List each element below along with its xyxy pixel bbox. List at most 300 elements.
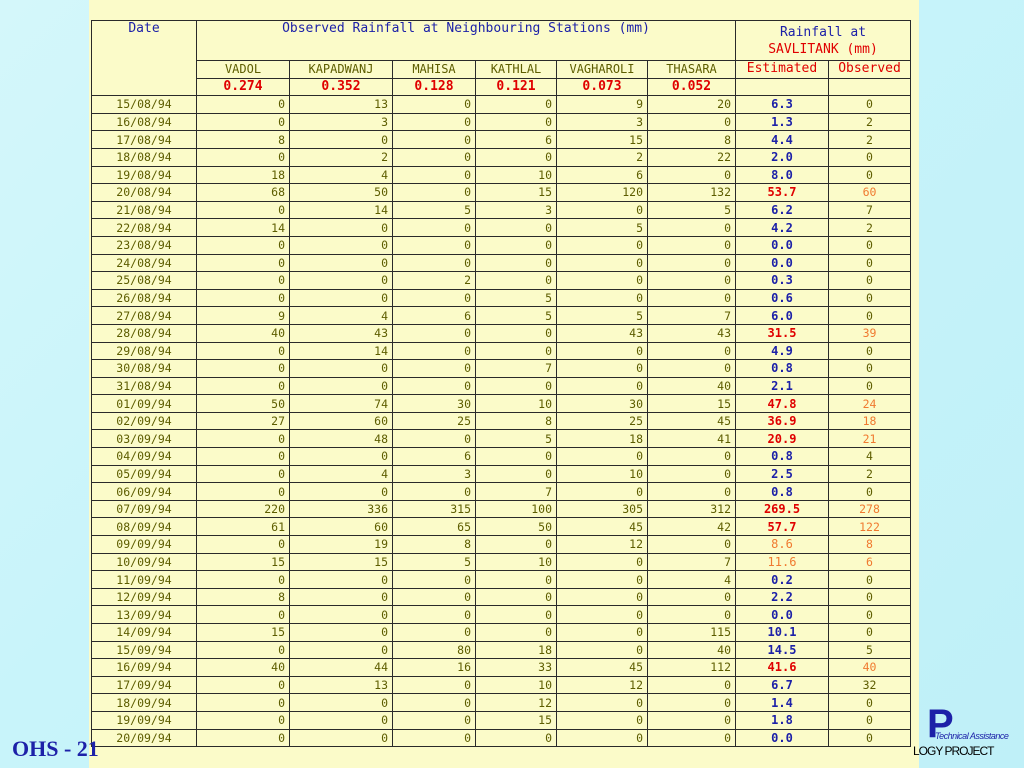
station-value: 43 (290, 324, 393, 342)
station-value: 0 (557, 624, 648, 642)
station-value: 115 (648, 624, 736, 642)
station-value: 0 (557, 448, 648, 466)
row-date: 27/08/94 (92, 307, 197, 325)
estimated-value: 36.9 (736, 412, 829, 430)
station-value: 6 (393, 307, 476, 325)
station-value: 0 (197, 377, 290, 395)
table-row (92, 659, 911, 677)
observed-value: 122 (829, 518, 911, 536)
station-value: 0 (393, 219, 476, 237)
table-row (92, 342, 911, 360)
row-date: 17/08/94 (92, 131, 197, 149)
station-value: 6 (393, 448, 476, 466)
station-value: 0 (393, 360, 476, 378)
observed-value: 18 (829, 412, 911, 430)
station-value: 0 (393, 96, 476, 114)
station-value: 27 (197, 412, 290, 430)
table-row (92, 588, 911, 606)
row-date: 19/09/94 (92, 711, 197, 729)
station-value: 0 (197, 536, 290, 554)
rainfall-rows (92, 96, 911, 747)
station-value: 0 (393, 483, 476, 501)
station-value: 15 (476, 711, 557, 729)
estimated-value: 10.1 (736, 624, 829, 642)
station-value: 0 (197, 254, 290, 272)
station-value: 7 (476, 483, 557, 501)
estimated-value: 1.4 (736, 694, 829, 712)
station-value: 42 (648, 518, 736, 536)
station-value: 0 (476, 448, 557, 466)
station-value: 15 (476, 184, 557, 202)
station-value: 336 (290, 500, 393, 518)
logo-tagline: Technical Assistance (935, 731, 1009, 741)
table-row (92, 166, 911, 184)
station-value: 0 (648, 236, 736, 254)
station-value: 6 (476, 131, 557, 149)
station-value: 80 (393, 641, 476, 659)
table-row (92, 377, 911, 395)
date-header: Date (92, 21, 197, 96)
station-value: 0 (197, 606, 290, 624)
table-row (92, 96, 911, 114)
station-value: 30 (557, 395, 648, 413)
station-value: 0 (393, 606, 476, 624)
station-value: 5 (476, 289, 557, 307)
rainfall-sheet (89, 0, 919, 768)
row-date: 11/09/94 (92, 571, 197, 589)
station-value: 0 (648, 342, 736, 360)
station-value: 5 (648, 201, 736, 219)
observed-value: 60 (829, 184, 911, 202)
station-value: 12 (557, 536, 648, 554)
station-value: 0 (476, 342, 557, 360)
estimated-value: 0.6 (736, 289, 829, 307)
station-value: 0 (197, 571, 290, 589)
station-value: 0 (197, 113, 290, 131)
station-value: 0 (197, 676, 290, 694)
station-weight: 0.128 (393, 78, 476, 96)
station-value: 0 (648, 166, 736, 184)
station-value: 315 (393, 500, 476, 518)
observed-value: 0 (829, 342, 911, 360)
estimated-value: 6.0 (736, 307, 829, 325)
station-value: 0 (648, 606, 736, 624)
station-value: 13 (290, 676, 393, 694)
observed-value: 39 (829, 324, 911, 342)
table-row (92, 448, 911, 466)
station-value: 5 (557, 307, 648, 325)
observed-value: 2 (829, 131, 911, 149)
estimated-value: 0.8 (736, 360, 829, 378)
station-value: 0 (290, 377, 393, 395)
station-value: 0 (393, 254, 476, 272)
estimated-value: 57.7 (736, 518, 829, 536)
station-value: 4 (290, 465, 393, 483)
row-date: 16/09/94 (92, 659, 197, 677)
station-value: 0 (648, 219, 736, 237)
station-value: 0 (557, 254, 648, 272)
station-value: 0 (197, 430, 290, 448)
table-row (92, 465, 911, 483)
station-value: 0 (393, 324, 476, 342)
station-value: 0 (557, 342, 648, 360)
station-value: 0 (290, 131, 393, 149)
estimated-value: 4.4 (736, 131, 829, 149)
station-value: 10 (476, 395, 557, 413)
station-value: 13 (290, 96, 393, 114)
observed-value: 21 (829, 430, 911, 448)
station-value: 0 (648, 465, 736, 483)
station-value: 0 (393, 148, 476, 166)
station-header: KATHLAL (476, 61, 557, 79)
observed-value: 0 (829, 307, 911, 325)
station-value: 0 (476, 729, 557, 747)
station-value: 5 (476, 307, 557, 325)
row-date: 02/09/94 (92, 412, 197, 430)
station-value: 0 (393, 289, 476, 307)
station-value: 5 (393, 201, 476, 219)
estimated-value: 0.3 (736, 272, 829, 290)
station-value: 7 (648, 553, 736, 571)
station-value: 12 (557, 676, 648, 694)
estimated-value: 8.6 (736, 536, 829, 554)
station-value: 0 (648, 676, 736, 694)
station-value: 0 (290, 289, 393, 307)
observed-value: 32 (829, 676, 911, 694)
station-value: 0 (476, 236, 557, 254)
estimated-value: 11.6 (736, 553, 829, 571)
observed-target-header: Observed (829, 61, 911, 79)
observed-value: 0 (829, 571, 911, 589)
station-value: 0 (197, 694, 290, 712)
estimated-value: 0.8 (736, 483, 829, 501)
station-value: 0 (393, 377, 476, 395)
station-value: 40 (197, 659, 290, 677)
row-date: 14/09/94 (92, 624, 197, 642)
station-value: 0 (197, 711, 290, 729)
station-value: 0 (648, 729, 736, 747)
observed-value: 0 (829, 588, 911, 606)
station-value: 10 (476, 553, 557, 571)
station-value: 0 (290, 254, 393, 272)
observed-header: Observed Rainfall at Neighbouring Stations (mm) (197, 21, 736, 61)
table-row (92, 624, 911, 642)
station-value: 0 (197, 641, 290, 659)
station-weight: 0.052 (648, 78, 736, 96)
station-value: 0 (557, 483, 648, 501)
table-row (92, 219, 911, 237)
station-value: 0 (290, 360, 393, 378)
station-value: 15 (290, 553, 393, 571)
station-value: 0 (393, 113, 476, 131)
estimated-value: 2.0 (736, 148, 829, 166)
estimated-value: 1.3 (736, 113, 829, 131)
station-value: 305 (557, 500, 648, 518)
station-value: 312 (648, 500, 736, 518)
estimated-value: 0.8 (736, 448, 829, 466)
station-value: 16 (393, 659, 476, 677)
table-row (92, 131, 911, 149)
estimated-value: 0.2 (736, 571, 829, 589)
station-value: 50 (290, 184, 393, 202)
row-date: 06/09/94 (92, 483, 197, 501)
observed-value: 0 (829, 96, 911, 114)
station-value: 61 (197, 518, 290, 536)
station-value: 15 (648, 395, 736, 413)
station-value: 0 (557, 571, 648, 589)
table-row (92, 641, 911, 659)
station-value: 15 (557, 131, 648, 149)
observed-value: 24 (829, 395, 911, 413)
station-value: 0 (290, 694, 393, 712)
station-value: 0 (393, 430, 476, 448)
weight-empty-estimated (736, 78, 829, 96)
station-value: 43 (557, 324, 648, 342)
station-value: 0 (476, 571, 557, 589)
estimated-value: 14.5 (736, 641, 829, 659)
station-header: KAPADWANJ (290, 61, 393, 79)
observed-value: 0 (829, 289, 911, 307)
observed-value: 0 (829, 166, 911, 184)
station-value: 0 (476, 606, 557, 624)
station-value: 0 (648, 694, 736, 712)
table-row (92, 536, 911, 554)
table-row (92, 184, 911, 202)
station-value: 43 (648, 324, 736, 342)
rainfall-table (91, 20, 911, 747)
station-weight: 0.121 (476, 78, 557, 96)
station-value: 0 (648, 448, 736, 466)
estimated-value: 0.0 (736, 236, 829, 254)
station-value: 0 (393, 729, 476, 747)
station-header: MAHISA (393, 61, 476, 79)
table-row (92, 553, 911, 571)
station-value: 25 (393, 412, 476, 430)
station-value: 0 (557, 272, 648, 290)
station-value: 22 (648, 148, 736, 166)
station-value: 0 (557, 553, 648, 571)
row-date: 24/08/94 (92, 254, 197, 272)
estimated-value: 6.3 (736, 96, 829, 114)
logo-mark: P (927, 702, 954, 746)
station-weight: 0.352 (290, 78, 393, 96)
station-value: 40 (648, 377, 736, 395)
station-value: 0 (393, 676, 476, 694)
station-value: 8 (476, 412, 557, 430)
estimated-value: 31.5 (736, 324, 829, 342)
weight-row (92, 78, 911, 96)
estimated-header: Estimated (736, 61, 829, 79)
observed-value: 2 (829, 465, 911, 483)
estimated-value: 4.9 (736, 342, 829, 360)
station-value: 10 (476, 166, 557, 184)
station-value: 8 (197, 588, 290, 606)
station-header: THASARA (648, 61, 736, 79)
station-value: 0 (393, 166, 476, 184)
station-value: 0 (290, 606, 393, 624)
station-value: 0 (290, 588, 393, 606)
observed-value: 0 (829, 360, 911, 378)
observed-value: 278 (829, 500, 911, 518)
estimated-value: 0.0 (736, 606, 829, 624)
estimated-value: 47.8 (736, 395, 829, 413)
station-value: 10 (557, 465, 648, 483)
station-value: 0 (648, 254, 736, 272)
station-value: 0 (557, 729, 648, 747)
observed-value: 0 (829, 377, 911, 395)
station-value: 0 (557, 377, 648, 395)
station-value: 48 (290, 430, 393, 448)
observed-value: 6 (829, 553, 911, 571)
observed-value: 0 (829, 254, 911, 272)
row-date: 31/08/94 (92, 377, 197, 395)
station-value: 0 (197, 483, 290, 501)
station-value: 0 (393, 236, 476, 254)
table-row (92, 113, 911, 131)
observed-value: 0 (829, 624, 911, 642)
station-value: 4 (648, 571, 736, 589)
station-value: 0 (476, 465, 557, 483)
station-value: 0 (476, 148, 557, 166)
table-row (92, 236, 911, 254)
station-value: 0 (290, 711, 393, 729)
station-value: 0 (290, 219, 393, 237)
station-value: 0 (557, 694, 648, 712)
station-value: 15 (197, 553, 290, 571)
estimated-value: 4.2 (736, 219, 829, 237)
row-date: 30/08/94 (92, 360, 197, 378)
station-value: 3 (557, 113, 648, 131)
station-value: 18 (197, 166, 290, 184)
station-value: 0 (197, 729, 290, 747)
observed-value: 40 (829, 659, 911, 677)
station-value: 0 (557, 236, 648, 254)
station-value: 0 (476, 588, 557, 606)
station-value: 5 (557, 219, 648, 237)
station-value: 4 (290, 166, 393, 184)
station-value: 0 (197, 465, 290, 483)
station-value: 60 (290, 412, 393, 430)
table-row (92, 360, 911, 378)
station-weight: 0.073 (557, 78, 648, 96)
row-date: 10/09/94 (92, 553, 197, 571)
station-value: 0 (290, 571, 393, 589)
row-date: 28/08/94 (92, 324, 197, 342)
station-value: 7 (476, 360, 557, 378)
estimated-value: 0.0 (736, 254, 829, 272)
station-value: 18 (476, 641, 557, 659)
station-value: 112 (648, 659, 736, 677)
estimated-value: 20.9 (736, 430, 829, 448)
station-weight: 0.274 (197, 78, 290, 96)
table-row (92, 711, 911, 729)
station-row (92, 61, 911, 79)
row-date: 04/09/94 (92, 448, 197, 466)
station-value: 0 (393, 342, 476, 360)
station-value: 3 (290, 113, 393, 131)
observed-value: 0 (829, 483, 911, 501)
station-value: 50 (476, 518, 557, 536)
observed-value: 2 (829, 113, 911, 131)
station-value: 100 (476, 500, 557, 518)
station-value: 40 (648, 641, 736, 659)
table-row (92, 324, 911, 342)
table-row (92, 500, 911, 518)
station-value: 6 (557, 166, 648, 184)
table-row (92, 201, 911, 219)
station-value: 0 (393, 711, 476, 729)
logo-project-text: LOGY PROJECT (913, 744, 994, 758)
table-row (92, 518, 911, 536)
station-value: 0 (197, 342, 290, 360)
station-value: 0 (648, 711, 736, 729)
estimated-value: 6.2 (736, 201, 829, 219)
estimated-value: 6.7 (736, 676, 829, 694)
row-date: 19/08/94 (92, 166, 197, 184)
station-value: 0 (648, 289, 736, 307)
row-date: 15/08/94 (92, 96, 197, 114)
station-value: 120 (557, 184, 648, 202)
station-value: 45 (557, 659, 648, 677)
station-value: 0 (197, 236, 290, 254)
station-value: 33 (476, 659, 557, 677)
table-row (92, 430, 911, 448)
row-date: 08/09/94 (92, 518, 197, 536)
row-date: 12/09/94 (92, 588, 197, 606)
station-value: 30 (393, 395, 476, 413)
observed-value: 4 (829, 448, 911, 466)
table-row (92, 676, 911, 694)
station-value: 45 (557, 518, 648, 536)
table-row (92, 606, 911, 624)
observed-value: 7 (829, 201, 911, 219)
station-value: 0 (393, 571, 476, 589)
station-value: 8 (393, 536, 476, 554)
row-date: 20/08/94 (92, 184, 197, 202)
station-value: 0 (557, 289, 648, 307)
station-value: 9 (197, 307, 290, 325)
station-value: 2 (393, 272, 476, 290)
station-header: VAGHAROLI (557, 61, 648, 79)
station-value: 74 (290, 395, 393, 413)
station-value: 0 (557, 606, 648, 624)
station-value: 0 (476, 624, 557, 642)
table-row (92, 272, 911, 290)
estimated-value: 41.6 (736, 659, 829, 677)
station-value: 9 (557, 96, 648, 114)
station-value: 220 (197, 500, 290, 518)
estimated-value: 0.0 (736, 729, 829, 747)
rainfall-at-label: Rainfall at (779, 24, 867, 40)
station-value: 0 (476, 536, 557, 554)
station-value: 14 (290, 201, 393, 219)
station-value: 0 (290, 448, 393, 466)
station-value: 0 (290, 272, 393, 290)
row-date: 29/08/94 (92, 342, 197, 360)
station-value: 0 (197, 289, 290, 307)
observed-value: 5 (829, 641, 911, 659)
station-value: 0 (290, 236, 393, 254)
station-value: 0 (648, 483, 736, 501)
station-value: 15 (197, 624, 290, 642)
station-value: 0 (290, 624, 393, 642)
station-value: 0 (290, 641, 393, 659)
observed-value: 2 (829, 219, 911, 237)
weight-empty-observed (829, 78, 911, 96)
station-value: 0 (476, 272, 557, 290)
project-logo (905, 700, 1024, 768)
observed-value: 0 (829, 711, 911, 729)
